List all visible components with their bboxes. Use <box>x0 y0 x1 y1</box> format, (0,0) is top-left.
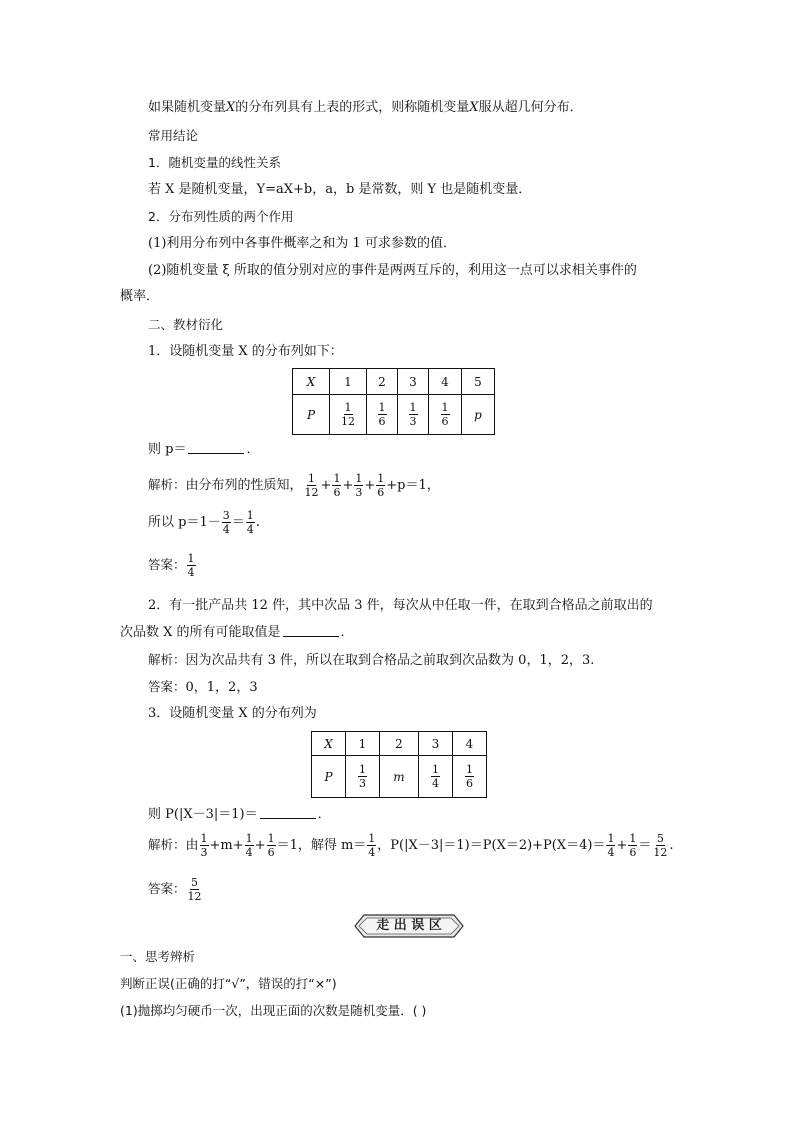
q1-distribution-table <box>292 368 495 435</box>
conclusion-1-text: 若 X 是随机变量，Y=aX+b，a，b 是常数，则 Y 也是随机变量． <box>148 182 532 197</box>
q2-solution: 解析：因为次品共有 3 件，所以在取到合格品之前取到次品数为 0，1，2，3. <box>148 652 595 668</box>
q1-x-cell: 3 <box>398 369 429 395</box>
conclusion-2-title: 2．分布列性质的两个作用 <box>148 209 294 224</box>
q1-stem: 1．设随机变量 X 的分布列如下： <box>148 344 343 359</box>
q3-x-cell: 1 <box>346 732 380 756</box>
answer-blank <box>260 806 316 819</box>
q3-p-label: P <box>312 756 346 798</box>
conclusion-2-point-2-cont: 概率． <box>120 289 160 304</box>
q3-x-cell: 3 <box>419 732 453 756</box>
q3-p-cell: m <box>380 756 419 798</box>
q1-x-cell: 2 <box>367 369 398 395</box>
q3-x-label: X <box>312 732 346 756</box>
q1-p-cell: $\frac{1}{6}$ <box>367 395 398 435</box>
answer-blank <box>188 441 244 454</box>
q1-p-cell: $\frac{1}{3}$ <box>398 395 429 435</box>
q3-x-cell: 2 <box>380 732 419 756</box>
q3-x-cell: 4 <box>453 732 487 756</box>
q1-answer: 答案： $\frac{1}{4}$ <box>148 552 195 579</box>
q1-p-cell: $\frac{1}{6}$ <box>429 395 462 435</box>
answer-blank <box>283 624 339 637</box>
judge-instruction: 判断正误(正确的打“√”，错误的打“×”) <box>120 976 337 991</box>
common-conclusion-heading: 常用结论 <box>148 128 199 143</box>
section-think-title: 一、思考辨析 <box>120 949 196 964</box>
conclusion-2-point-2: (2)随机变量 ξ 所取的值分别对应的事件是两两互斥的，利用这一点可以求相关事件的 <box>148 263 637 278</box>
conclusion-2-point-1: (1)利用分布列中各事件概率之和为 1 可求参数的值． <box>148 236 456 251</box>
q3-answer: 答案： $\frac{5}{12}$ <box>148 876 202 903</box>
q1-p-label: P <box>293 395 330 435</box>
q1-solution-2: 所以 p＝1－ $\frac{3}{4}$ ＝ $\frac{1}{4}$ . <box>148 509 260 536</box>
intro-paragraph: 如果随机变量X的分布列具有上表的形式，则称随机变量X服从超几何分布． <box>148 100 583 115</box>
conclusion-1-title: 1．随机变量的线性关系 <box>148 155 281 170</box>
q3-p-cell: $\frac{1}{4}$ <box>419 756 453 798</box>
section-banner <box>354 914 464 938</box>
q1-solution: 解析：由分布列的性质知， $\frac{1}{12}$ + $\frac{1}{6}$ + $\frac{1}{3}$ + $\frac{1}{6}$ +p＝1， <box>148 472 440 499</box>
q3-distribution-table <box>311 731 487 798</box>
q1-p-cell: $\frac{1}{12}$ <box>330 395 367 435</box>
q1-x-cell: 4 <box>429 369 462 395</box>
q3-p-cell: $\frac{1}{3}$ <box>346 756 380 798</box>
q3-p-cell: $\frac{1}{6}$ <box>453 756 487 798</box>
q2-stem-line2: 次品数 X 的所有可能取值是 ． <box>120 625 354 640</box>
section-textbook-title: 二、教材衍化 <box>148 317 224 332</box>
think-item-1: (1)抛掷均匀硬币一次，出现正面的次数是随机变量．( ) <box>120 1003 427 1018</box>
q3-stem: 3．设随机变量 X 的分布列为 <box>148 706 317 721</box>
q2-stem-line1: 2．有一批产品共 12 件，其中次品 3 件，每次从中任取一件，在取到合格品之前取出的 <box>148 598 653 613</box>
q3-ask: 则 P(|X－3|＝1)＝ ． <box>148 807 331 822</box>
q1-x-cell: 5 <box>462 369 495 395</box>
q3-solution: 解析：由 $\frac{1}{3}$ +m+ $\frac{1}{4}$ + $\frac{1}{6}$ ＝1，解得 m＝ $\frac{1}{4}$ ，P(|X－3|＝1)＝P(X＝2)+P(X＝4)＝ $\frac{1}{4}$ + $\frac{1}{6}$ ＝ $\frac{5}{12}$ . <box>148 832 674 859</box>
q1-x-label: X <box>293 369 330 395</box>
banner-label: 走 出 误 区 <box>376 918 442 933</box>
q1-x-cell: 1 <box>330 369 367 395</box>
q1-ask: 则 p＝ ． <box>148 442 260 457</box>
q1-p-cell: p <box>462 395 495 435</box>
q2-answer: 答案：0，1，2，3 <box>148 679 258 695</box>
